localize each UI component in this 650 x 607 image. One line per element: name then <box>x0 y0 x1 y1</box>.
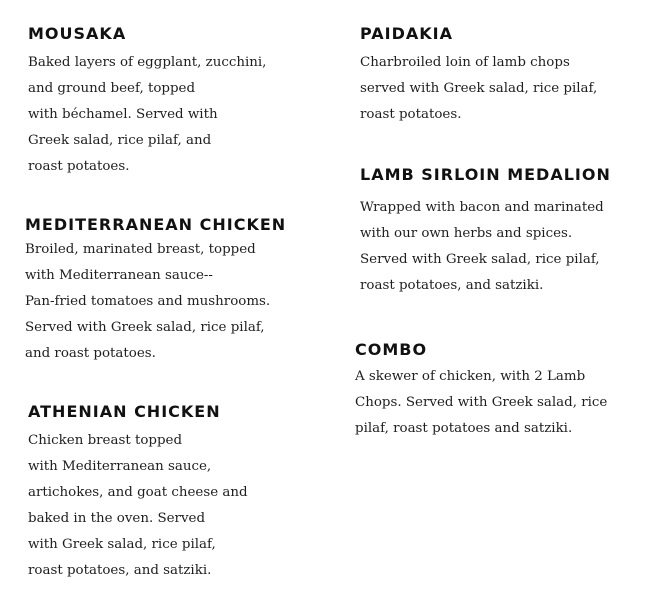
description-line: Baked layers of eggplant, zucchini, <box>28 55 267 70</box>
description-line: Pan-fried tomatoes and mushrooms. <box>25 294 271 309</box>
description-line: roast potatoes, and satziki. <box>360 278 544 293</box>
description-line: with béchamel. Served with <box>28 107 218 122</box>
menu-item-title: PAIDAKIA <box>360 24 453 43</box>
description-line: Served with Greek salad, rice pilaf, <box>360 252 600 267</box>
menu-item-title: LAMB SIRLOIN MEDALION <box>360 165 611 184</box>
description-line: roast potatoes. <box>28 159 130 174</box>
description-line: Served with Greek salad, rice pilaf, <box>25 320 265 335</box>
description-line: Charbroiled loin of lamb chops <box>360 55 570 70</box>
description-line: with Mediterranean sauce-- <box>25 268 213 283</box>
menu-item-title: ATHENIAN CHICKEN <box>28 402 221 421</box>
description-line: Wrapped with bacon and marinated <box>360 200 604 215</box>
menu-item-mediterranean-chicken <box>25 215 286 367</box>
menu-item-description <box>355 364 607 442</box>
description-line: pilaf, roast potatoes and satziki. <box>355 421 573 436</box>
menu-item-title: COMBO <box>355 340 428 359</box>
menu-item-description <box>360 195 611 299</box>
menu-item-lamb-sirloin-medalion <box>360 165 611 299</box>
description-line: with Greek salad, rice pilaf, <box>28 537 216 552</box>
description-line: Chops. Served with Greek salad, rice <box>355 395 608 410</box>
description-line: Greek salad, rice pilaf, and <box>28 133 212 148</box>
description-line: with our own herbs and spices. <box>360 226 573 241</box>
description-line: and ground beef, topped <box>28 81 196 96</box>
menu-item-description <box>25 237 286 367</box>
menu-item-athenian-chicken <box>28 402 248 584</box>
description-line: baked in the oven. Served <box>28 511 206 526</box>
menu-item-paidakia <box>360 24 597 128</box>
description-line: Chicken breast topped <box>28 433 183 448</box>
description-line: A skewer of chicken, with 2 Lamb <box>355 369 586 384</box>
description-line: roast potatoes, and satziki. <box>28 563 212 578</box>
menu-item-description <box>28 50 266 180</box>
menu-item-title: MOUSAKA <box>28 24 127 43</box>
menu-item-title: MEDITERRANEAN CHICKEN <box>25 215 287 234</box>
description-line: with Mediterranean sauce, <box>28 459 212 474</box>
menu-item-mousaka <box>28 24 266 180</box>
menu-item-description <box>360 50 597 128</box>
menu-item-description <box>28 428 248 584</box>
menu-item-combo <box>355 340 607 442</box>
description-line: roast potatoes. <box>360 107 462 122</box>
description-line: Broiled, marinated breast, topped <box>25 242 256 257</box>
description-line: artichokes, and goat cheese and <box>28 485 248 500</box>
description-line: served with Greek salad, rice pilaf, <box>360 81 598 96</box>
description-line: and roast potatoes. <box>25 346 156 361</box>
